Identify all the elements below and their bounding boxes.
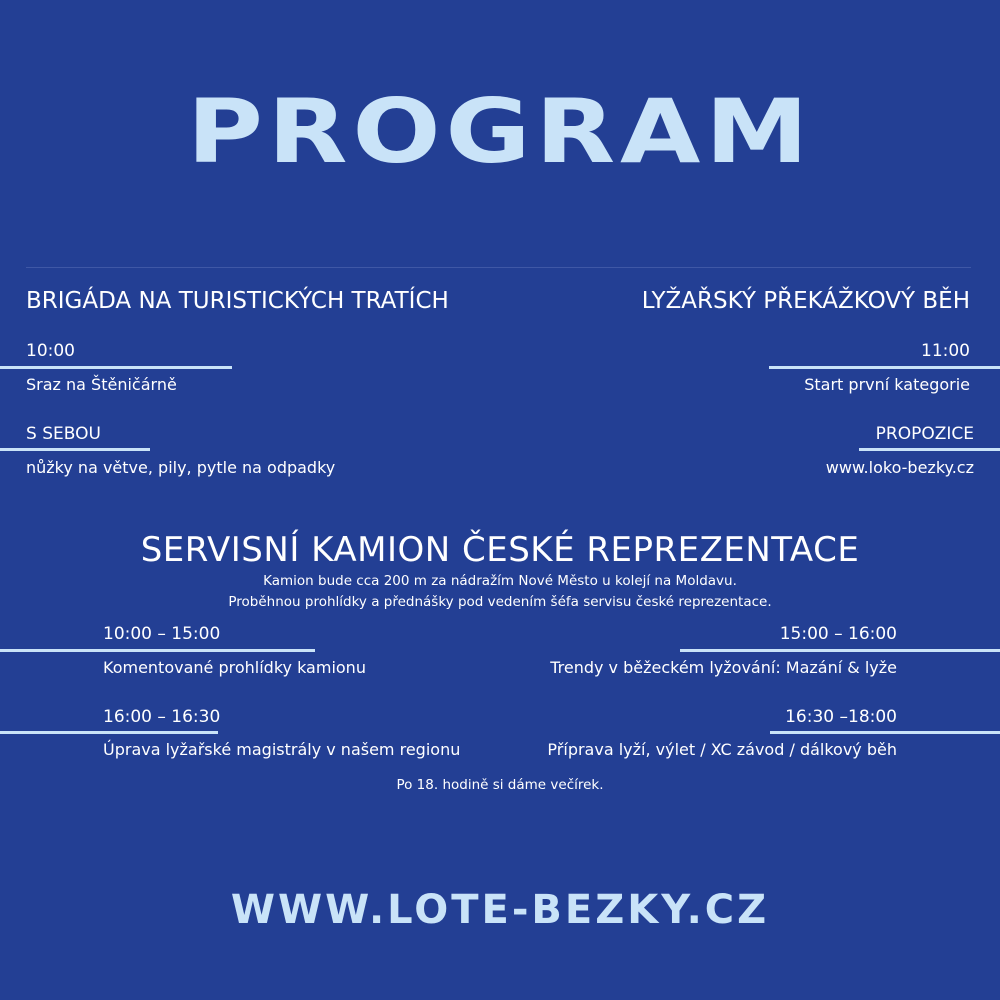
service-line-1: Kamion bude cca 200 m za nádražím Nové Město u kolejí na Moldavu. [263, 573, 737, 589]
service-item-2-underline [680, 649, 1000, 652]
service-item-2-time: 15:00 – 16:00 [779, 624, 897, 644]
rules-link[interactable]: www.loko-bezky.cz [825, 458, 974, 477]
party-note: Po 18. hodině si dáme večírek. [396, 777, 604, 793]
service-heading: SERVISNÍ KAMION ČESKÉ REPREZENTACE [140, 530, 860, 570]
footer-url[interactable]: WWW.LOTE-BEZKY.CZ [230, 887, 770, 933]
service-item-1-time: 10:00 – 15:00 [103, 624, 221, 644]
service-item-3-time: 16:00 – 16:30 [103, 707, 221, 727]
rules-label: PROPOZICE [875, 424, 974, 444]
service-item-2-text: Trendy v běžeckém lyžování: Mazání & lyže [550, 658, 897, 677]
bring-text: nůžky na větve, pily, pytle na odpadky [26, 458, 336, 477]
bring-underline [0, 448, 150, 451]
brigade-time-underline [0, 366, 232, 369]
brigade-time-text: Sraz na Štěničárně [26, 375, 177, 394]
race-time: 11:00 [921, 341, 970, 361]
service-item-4-underline [770, 731, 1000, 734]
service-line-2: Proběhnou prohlídky a přednášky pod vedením šéfa servisu české reprezentace. [228, 594, 772, 610]
race-time-underline [769, 366, 1000, 369]
brigade-time: 10:00 [26, 341, 75, 361]
rules-underline [859, 448, 1000, 451]
divider [26, 267, 971, 268]
race-time-text: Start první kategorie [804, 375, 970, 394]
service-item-4-text: Příprava lyží, výlet / XC závod / dálkový běh [547, 740, 897, 759]
service-item-1-text: Komentované prohlídky kamionu [103, 658, 366, 677]
brigade-heading: BRIGÁDA NA TURISTICKÝCH TRATÍCH [26, 288, 449, 314]
page-title: PROGRAM [186, 80, 814, 183]
service-item-4-time: 16:30 –18:00 [785, 707, 897, 727]
service-item-3-underline [0, 731, 218, 734]
service-item-1-underline [0, 649, 315, 652]
bring-label: S SEBOU [26, 424, 101, 444]
service-item-3-text: Úprava lyžařské magistrály v našem regionu [103, 740, 461, 759]
race-heading: LYŽAŘSKÝ PŘEKÁŽKOVÝ BĚH [641, 288, 970, 314]
